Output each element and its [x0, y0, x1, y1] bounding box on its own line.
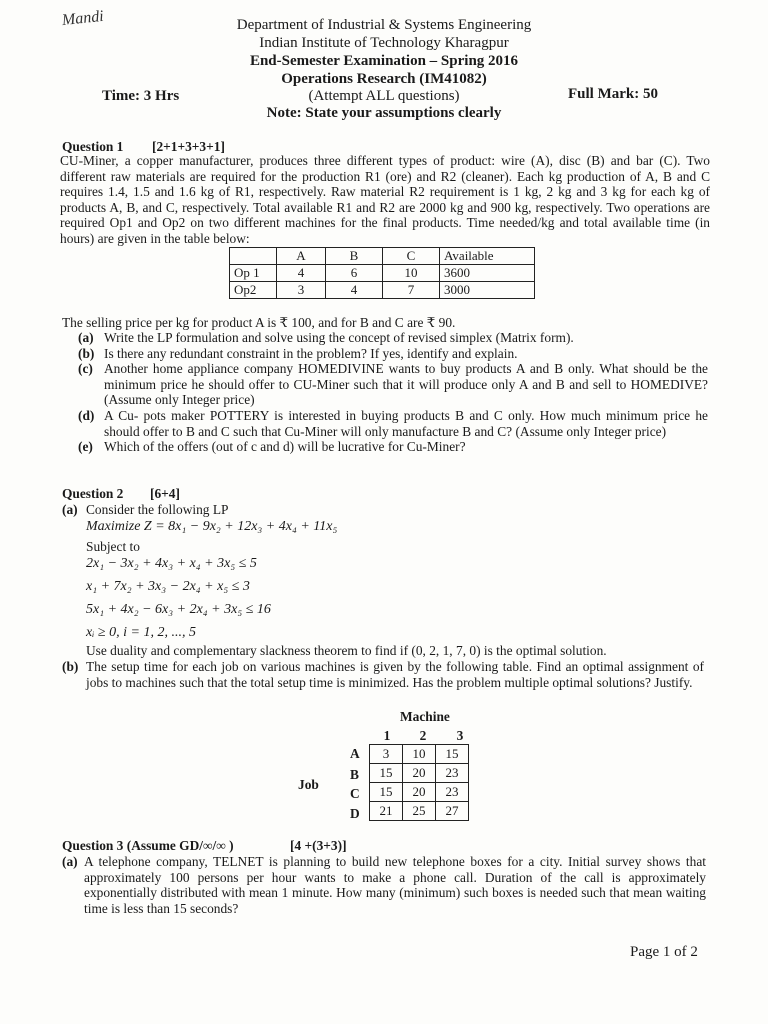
part-label: (a): [62, 854, 78, 869]
institute-name: Indian Institute of Technology Kharagpur: [259, 35, 509, 51]
table-cell: 10: [383, 265, 440, 282]
constraint-2: x₁ + 7x₂ + 3x₃ − 2x₄ + x₅ ≤ 3: [86, 579, 250, 594]
exam-time: Time: 3 Hrs: [102, 88, 180, 104]
question-1-title: Question 1: [62, 139, 124, 154]
part-label: (d): [78, 407, 95, 423]
table-cell: 4: [326, 282, 383, 299]
table-cell: 3600: [440, 265, 535, 282]
job-label-c: C: [350, 786, 360, 801]
table-cell: 15: [370, 764, 403, 783]
part-text: Is there any redundant constraint in the problem? If yes, identify and explain.: [104, 345, 518, 361]
assumption-note: Note: State your assumptions clearly: [266, 105, 502, 121]
question-2-title: Question 2: [62, 486, 124, 501]
table-cell: 21: [370, 802, 403, 821]
machine-label: Machine: [400, 709, 450, 724]
table-cell: 27: [436, 802, 469, 821]
table-cell: 20: [403, 764, 436, 783]
table-cell: 15: [436, 745, 469, 764]
question-1-body: CU-Miner, a copper manufacturer, produces three different types of product: wire (A), disc (B) and bar (C). Two different raw materials are required for the production R1 (ore) and R2 (cleaner). Each kg production of A, B and C requires 1.4, 1.5 and 1.6 kg of R1, respectively. Raw material R2 requirement is 1 kg, 2 kg and 3 kg for each kg of products A, B, and C, respectively. Total available R1 and R2 are 2000 kg and 900 kg, respectively. Two operations are required Op1 and Op2 on two different machines for the final products. Time needed/kg and total available time (in hours) are given in the table below:: [60, 153, 710, 246]
job-label-d: D: [350, 806, 360, 821]
table-cell: 15: [370, 783, 403, 802]
part-text: A Cu- pots maker POTTERY is interested in buying products B and C only. How much minimum price he should offer to B and C such that Cu-Miner will only manufacture B and C? (Assume only Integer price): [104, 407, 708, 439]
attempt-note: (Attempt ALL questions): [308, 88, 460, 104]
table-cell: 7: [383, 282, 440, 299]
machine-header: 2: [419, 728, 427, 743]
table-cell: 3: [370, 745, 403, 764]
selling-price-note: The selling price per kg for product A is ₹ 100, and for B and C are ₹ 90.: [62, 315, 456, 330]
nonnegativity-constraint: xᵢ ≥ 0, i = 1, 2, ..., 5: [86, 625, 196, 640]
table-row: [370, 802, 469, 821]
question-3-title: Question 3 (Assume GD/∞/∞ ): [62, 838, 234, 853]
table-header-c: C: [383, 248, 440, 265]
machine-header: 3: [456, 728, 464, 743]
part-label: (a): [78, 330, 94, 345]
list-item: [78, 346, 708, 362]
part-label: (b): [62, 659, 79, 674]
table-cell: 10: [403, 745, 436, 764]
table-header-a: A: [277, 248, 326, 265]
list-item: [78, 361, 708, 408]
part-b-text: The setup time for each job on various machines is given by the following table. Find an optimal assignment of jobs to machines such that the total setup time is minimized. Has the problem multiple optimal solutions? Justify.: [86, 659, 704, 690]
list-item: [78, 439, 708, 455]
part-label: (c): [78, 361, 93, 377]
table-cell: 23: [436, 783, 469, 802]
part-a-task: Use duality and complementary slackness theorem to find if (0, 2, 1, 7, 0) is the optimal solution.: [86, 643, 607, 658]
operations-table: [229, 247, 535, 299]
exam-title: End-Semester Examination – Spring 2016: [249, 53, 519, 69]
table-header-b: B: [326, 248, 383, 265]
question-1-marks: [2+1+3+3+1]: [152, 139, 225, 154]
table-cell: 4: [277, 265, 326, 282]
table-cell: 3000: [440, 282, 535, 299]
subject-to-label: Subject to: [86, 539, 140, 554]
department-name: Department of Industrial & Systems Engineering: [236, 17, 532, 33]
question-2-marks: [6+4]: [150, 486, 180, 501]
course-title: Operations Research (IM41082): [281, 71, 487, 87]
part-label: (a): [62, 502, 78, 517]
table-header-row: [230, 248, 535, 265]
table-row: [370, 783, 469, 802]
question-3-marks: [4 +(3+3)]: [290, 838, 347, 853]
question-1-parts: [78, 330, 708, 455]
setup-time-table: [369, 744, 469, 821]
table-cell: Op 1: [230, 265, 277, 282]
part-label: (b): [78, 345, 95, 361]
part-label: (e): [78, 439, 93, 455]
table-cell: Op2: [230, 282, 277, 299]
job-label-a: A: [350, 746, 360, 761]
table-cell: 6: [326, 265, 383, 282]
constraint-3: 5x₁ + 4x₂ − 6x₃ + 2x₄ + 3x₅ ≤ 16: [86, 602, 271, 617]
table-row: [230, 265, 535, 282]
objective-function: Maximize Z = 8x₁ − 9x₂ + 12x₃ + 4x₄ + 11x₅: [86, 519, 338, 534]
job-label: Job: [298, 777, 319, 792]
list-item: [78, 408, 708, 439]
table-row: [370, 764, 469, 783]
part-text: Which of the offers (out of c and d) will be lucrative for Cu-Miner?: [104, 439, 466, 455]
list-item: [78, 330, 708, 346]
part-a-intro: Consider the following LP: [86, 502, 229, 517]
page-number: Page 1 of 2: [630, 944, 698, 960]
question-3-part-a-text: A telephone company, TELNET is planning to build new telephone boxes for a city. Initial survey shows that approximately 100 persons per hour wants to make a phone call. Duration of the call is approximately exponentially distributed with mean 1 minute. How many (minimum) such boxes is needed such that mean waiting time is less than 15 seconds?: [84, 854, 706, 916]
job-label-b: B: [350, 767, 359, 782]
table-cell: 23: [436, 764, 469, 783]
machine-header: 1: [383, 728, 391, 743]
table-cell: 20: [403, 783, 436, 802]
part-text: Another home appliance company HOMEDIVINE wants to buy products A and B only. What should be the minimum price he should offer to CU-Miner such that it will produce only A and B and sell to HOMEDIVE? (Assume only Integer price): [104, 361, 708, 408]
part-text: Write the LP formulation and solve using the concept of revised simplex (Matrix form).: [104, 330, 574, 345]
table-row: [370, 745, 469, 764]
table-row: [230, 282, 535, 299]
handwritten-signature: Mandi: [61, 7, 105, 30]
table-cell: 3: [277, 282, 326, 299]
constraint-1: 2x₁ − 3x₂ + 4x₃ + x₄ + 3x₅ ≤ 5: [86, 556, 257, 571]
table-header-available: Available: [440, 248, 535, 265]
table-cell: 25: [403, 802, 436, 821]
table-cell: [230, 248, 277, 265]
full-marks: Full Mark: 50: [568, 86, 658, 102]
